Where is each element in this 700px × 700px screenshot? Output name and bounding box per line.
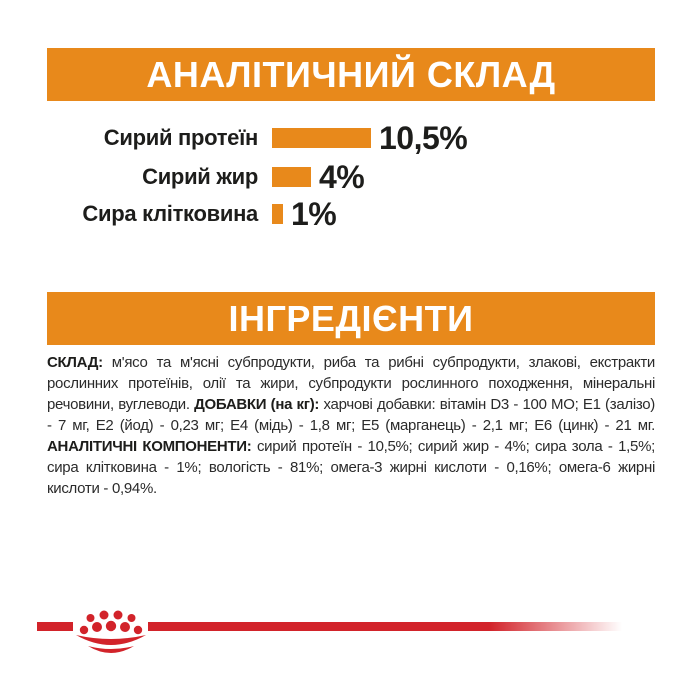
analytical-composition-title: АНАЛІТИЧНИЙ СКЛАД — [146, 53, 556, 95]
chart-row-fiber — [0, 195, 700, 232]
fiber-bar — [272, 204, 283, 224]
ingredients-banner — [47, 292, 655, 345]
protein-label: Сирий протеїн — [103, 125, 258, 150]
logo-right-bar — [148, 622, 622, 631]
fat-bar — [272, 167, 311, 187]
crown-icon — [76, 611, 146, 654]
fat-label: Сирий жир — [142, 164, 258, 189]
ingredients-title: ІНГРЕДІЄНТИ — [228, 297, 474, 339]
ingredients-text: СКЛАД: м'ясо та м'ясні субпродукти, риба та рибні субпродукти, злакові, екстракти рослинних протеїнів, олії та жири, субпродукти рослинного походження, мінеральні речовини, вуглеводи. ДОБАВКИ (на кг): харчові добавки: вітамін D3 - 100 МО; Е1 (залізо) - 7 мг, Е2 (йод) - 0,23 мг; Е4 (мідь) - 1,8 мг; Е5 (марганець) - 2,1 мг; Е6 (цинк) - 21 мг. АНАЛІТИЧНІ КОМПОНЕНТИ: сирий протеїн - 10,5%; сирий жир - 4%; сира зола - 1,5%; сира клітковина - 1%; вологість - 81%; омега-3 жирні кислоти - 0,16%; омега-6 жирні кислоти - 0,94%. — [47, 354, 655, 497]
analytical-composition-banner — [47, 48, 655, 101]
fiber-value: 1% — [291, 195, 337, 232]
fat-value: 4% — [319, 158, 365, 195]
chart-row-protein — [0, 119, 700, 156]
protein-bar — [272, 128, 371, 148]
fiber-label: Сира клітковина — [82, 201, 258, 226]
protein-value: 10,5% — [379, 119, 468, 156]
logo-left-bar — [37, 622, 73, 631]
royal-canin-crown-logo — [30, 603, 660, 663]
chart-row-fat — [0, 158, 700, 195]
